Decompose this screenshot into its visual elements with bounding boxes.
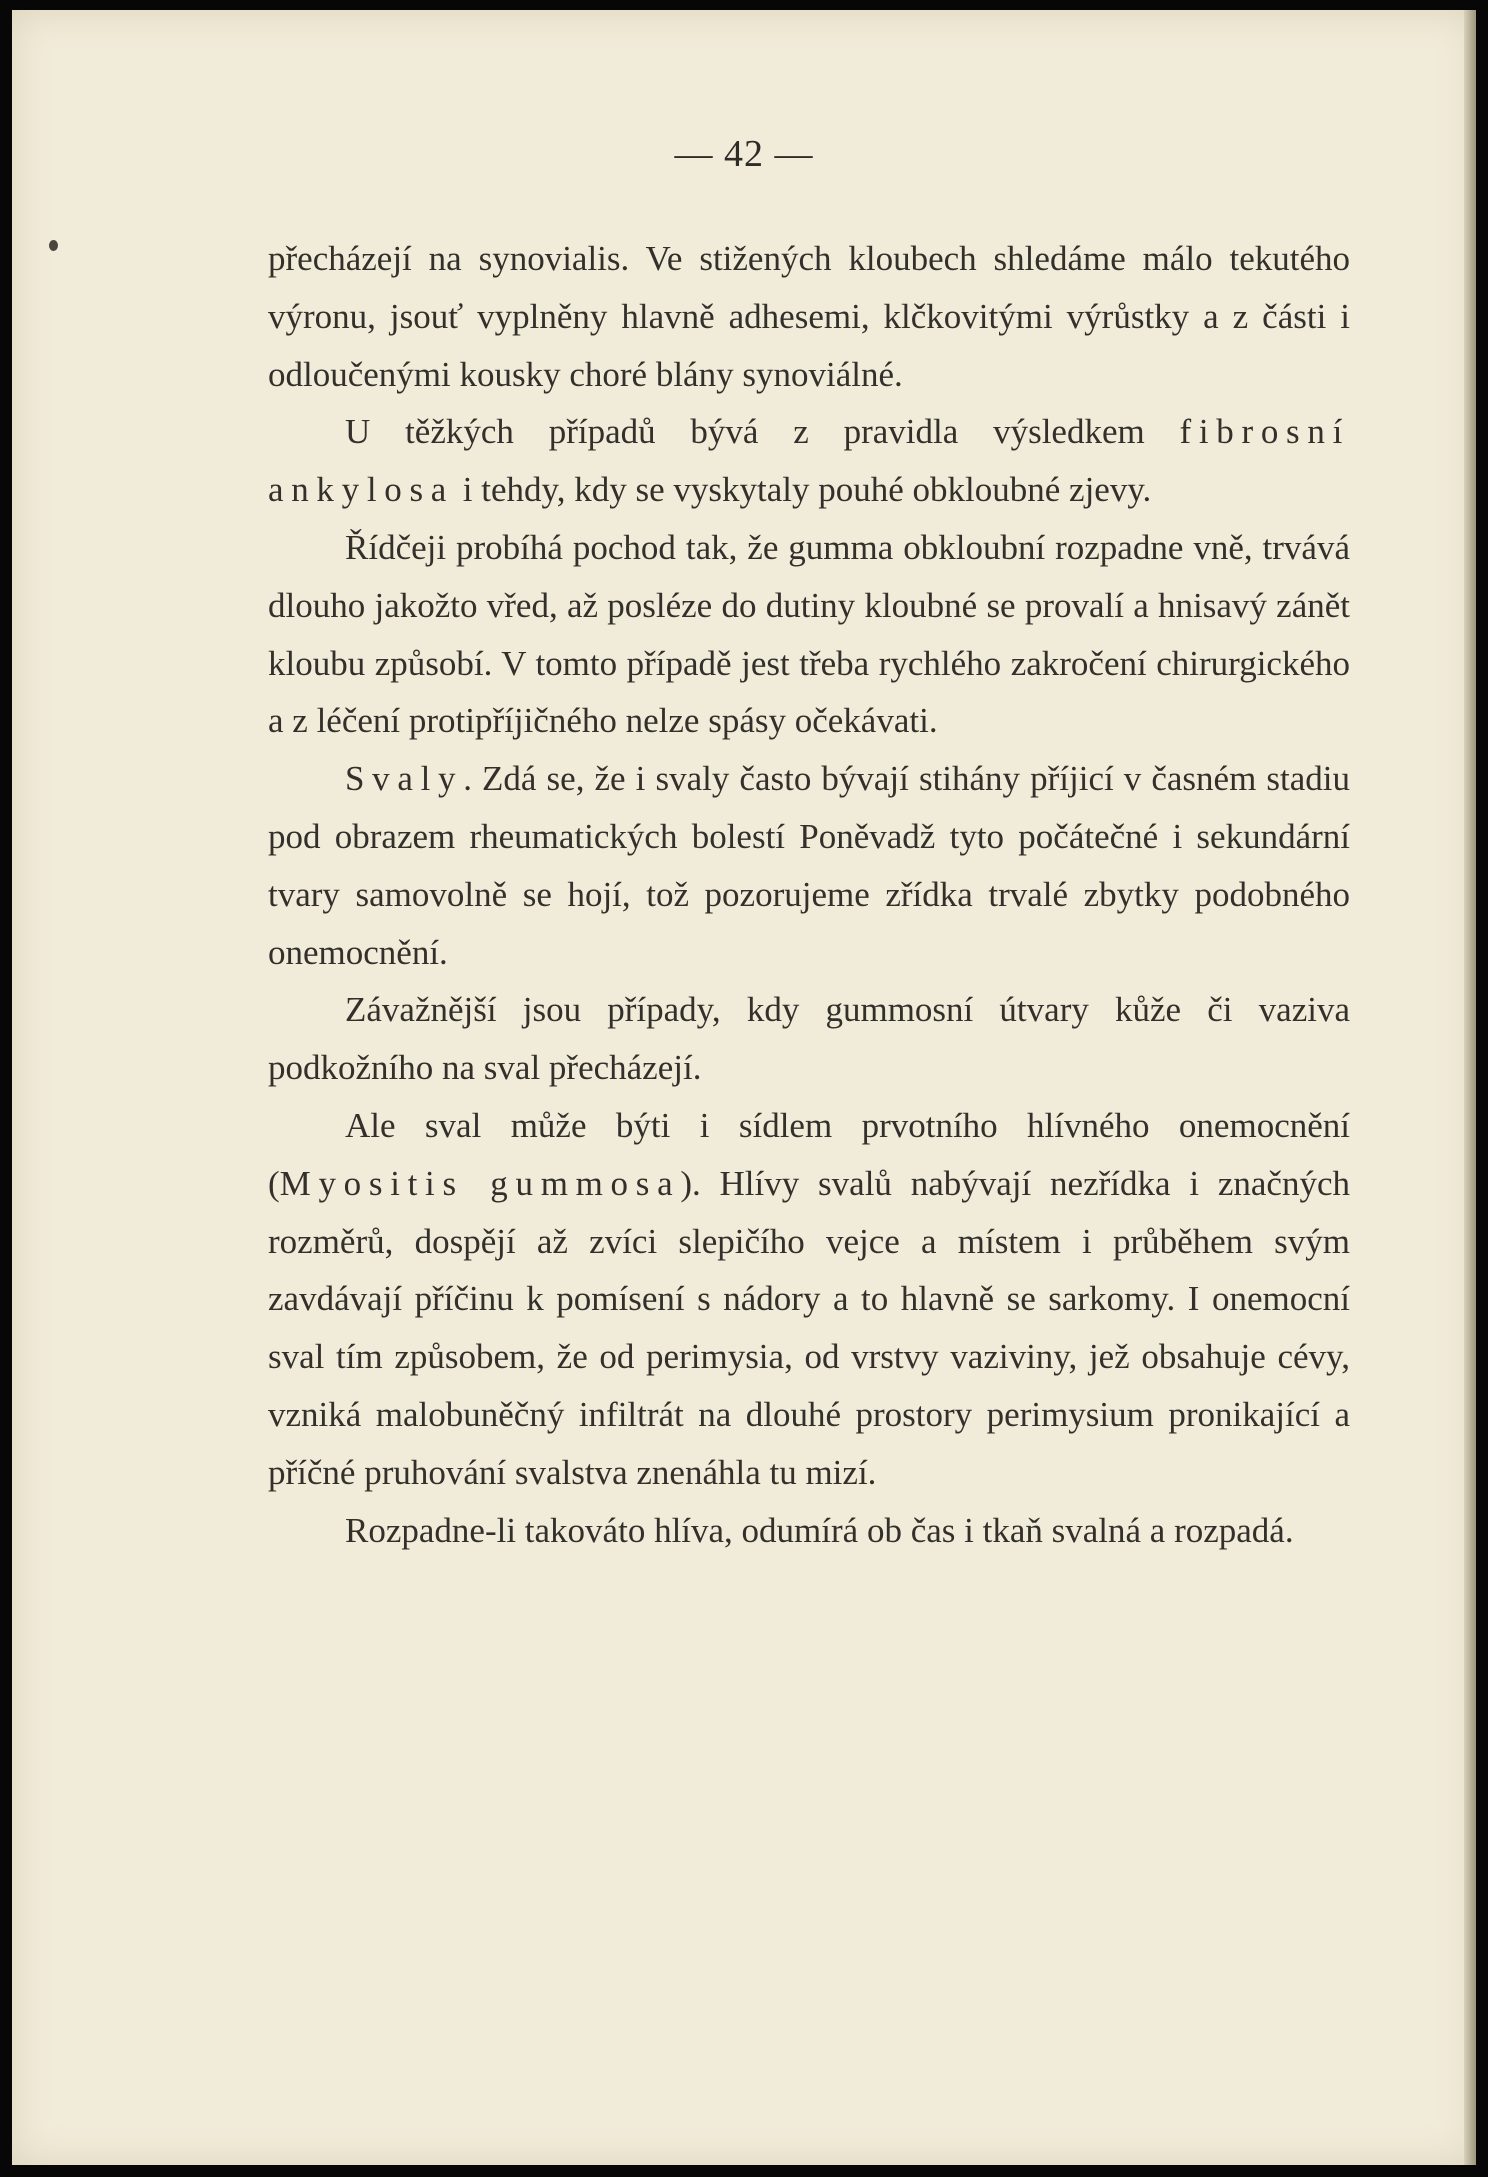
page-edge	[1464, 10, 1476, 2165]
paragraph-text: Řídčeji probíhá pochod tak, že gumma obkloubní rozpadne vně, trvává dlouho jakožto vřed, až posléze do dutiny kloubné se provalí a hnisavý zánět kloubu způsobí. V tomto případě jest třeba rychlého zakročení chirurgického a z léčení protipříjičného nelze spásy očekávati.	[268, 527, 1350, 741]
section-heading: Svaly	[345, 759, 464, 799]
page-number: — 42 —	[674, 133, 814, 175]
emphasized-term: Myositis gummosa	[279, 1163, 681, 1203]
paragraph-2	[268, 403, 1350, 519]
paragraph-text: Závažnější jsou případy, kdy gummosní útvary kůže či vaziva podkožního na sval přecházejí.	[268, 990, 1350, 1088]
paragraph-text: U těžkých případů bývá z pravidla výsledkem	[345, 412, 1180, 452]
paragraph-text: ). Hlívy svalů nabývají nezřídka i značných rozměrů, dospějí až zvíci slepičího vejce a místem i průběhem svým zavdávají příčinu k pomísení s nádory a to hlavně se sarkomy. I onemocní sval tím způsobem, že od perimysia, od vrstvy vaziviny, jež obsahuje cévy, vzniká malobuněčný infiltrát na dlouhé prostory perimysium pronikající a příčné pruhování svalstva znenáhla tu mizí.	[268, 1163, 1351, 1492]
paragraph-text: i tehdy, kdy se vyskytaly pouhé obkloubné zjevy.	[454, 470, 1152, 510]
book-page	[12, 10, 1476, 2165]
paragraph-text: Rozpadne-li takováto hlíva, odumírá ob čas i tkaň svalná a rozpadá.	[345, 1510, 1294, 1550]
paragraph-text: . Zdá se, že i svaly často bývají stihány příjicí v časném stadiu pod obrazem rheumatických bolestí Poněvadž tyto počátečné i sekundární tvary samovolně se hojí, tož pozorujeme zřídka trvalé zbytky podobného onemocnění.	[268, 759, 1350, 972]
emphasized-term: fibrosní ankylosa	[268, 412, 1350, 510]
paragraph-3	[268, 519, 1350, 750]
paragraph-7	[268, 1502, 1350, 1560]
paragraph-text: přecházejí na synovialis. Ve stižených kloubech shledáme málo tekutého výronu, jsouť vyplněny hlavně adhesemi, klčkovitými výrůstky a z části i odloučenými kousky choré blány synoviálné.	[268, 239, 1350, 394]
margin-mark	[49, 240, 58, 251]
paragraph-1	[268, 230, 1350, 403]
paragraph-4	[268, 750, 1350, 981]
text-body	[268, 230, 1350, 1559]
paragraph-5	[268, 981, 1350, 1097]
paragraph-text: Ale sval může býti i sídlem prvotního hlívného onemocnění (	[268, 1105, 1350, 1203]
paragraph-6	[268, 1097, 1350, 1502]
